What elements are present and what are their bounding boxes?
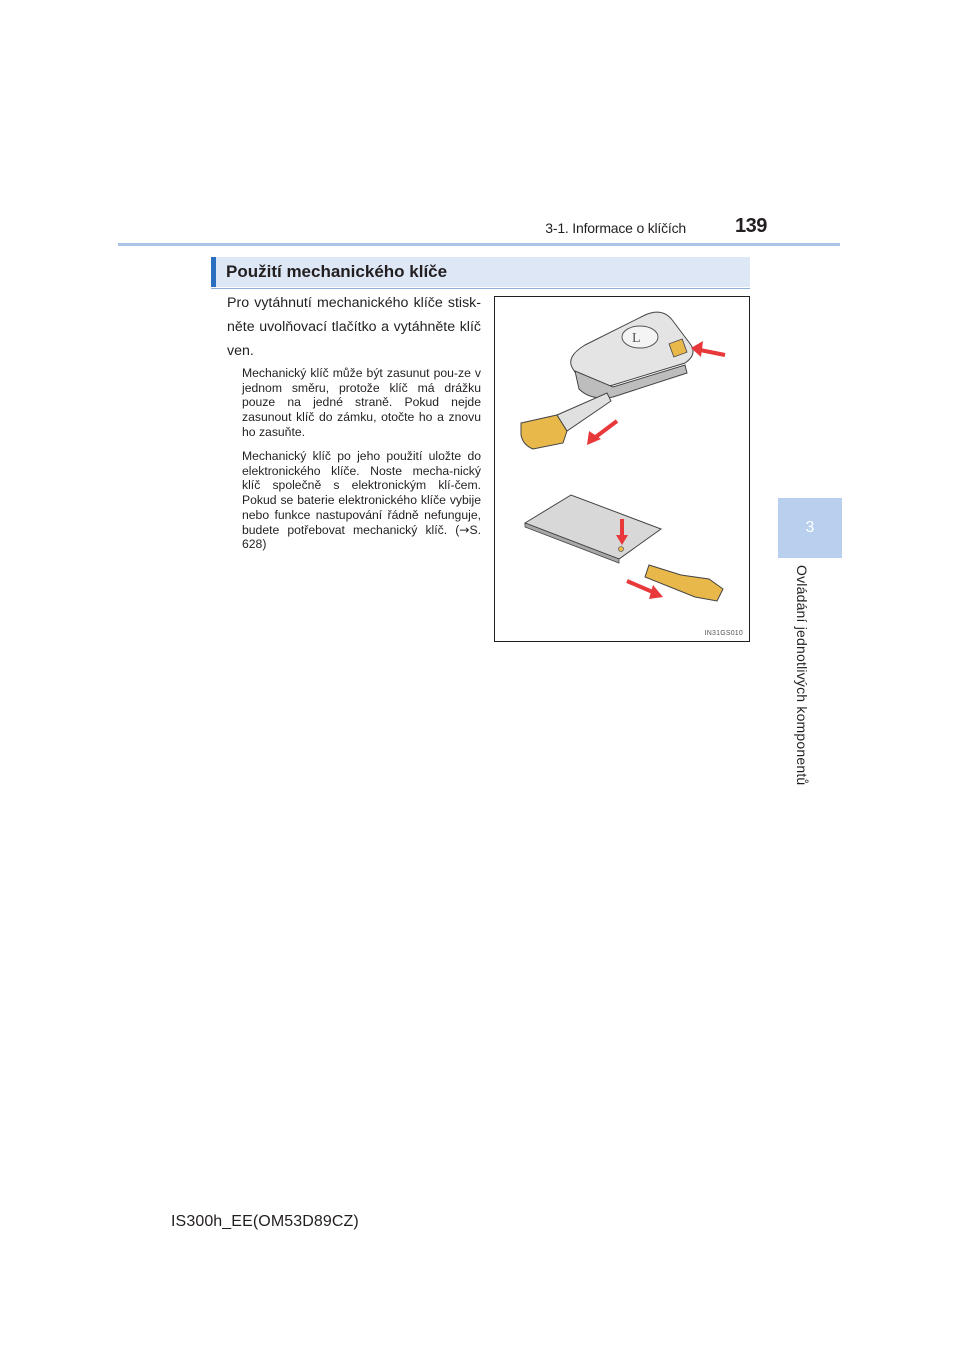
page-number: 139: [735, 215, 767, 237]
pull-out-arrow-icon: [587, 421, 617, 445]
card-key: [525, 495, 661, 563]
key-illustration: [494, 296, 750, 642]
figure-id: IN31GS010: [704, 630, 743, 637]
reference-arrow-icon: →: [459, 522, 470, 537]
mechanical-key: [521, 393, 611, 449]
note-storage-text: Mechanický klíč po jeho použití uložte do elektronického klíče. Noste mecha-nický klíč společně s elektronickým klí-čem. Pokud se baterie elektronického klíče vybije nebo funkce nastupování řádně nefunguje, budete potřebovat mechanický klíč. (: [242, 449, 481, 537]
section-heading-text: Použití mechanického klíče: [226, 262, 448, 281]
key-illustration-drawing: [495, 297, 749, 641]
section-divider: [211, 288, 750, 289]
svg-text:L: L: [632, 331, 641, 346]
chapter-title: 3-1. Informace o klíčích: [545, 220, 686, 236]
footer-model-code: IS300h_EE(OM53D89CZ): [171, 1213, 359, 1230]
release-button-arrow-icon: [691, 341, 725, 357]
slide-out-arrow-icon: [627, 581, 663, 599]
note-storage: [242, 449, 481, 552]
header-divider: [118, 243, 840, 246]
note-insertion: Mechanický klíč může být zasunut pou-ze v jednom směru, protože klíč má drážku pouze na jedné straně. Pokud nejde zasunout klíč do zámku, otočte ho a znovu ho zasuňte.: [242, 366, 481, 439]
chapter-tab: [778, 498, 842, 558]
page-reference: S. 628): [242, 522, 481, 552]
electronic-key-fob: [571, 312, 693, 398]
chapter-tab-number: 3: [805, 519, 815, 536]
section-heading: [211, 257, 750, 287]
instruction-paragraph: Pro vytáhnutí mechanického klíče stisk-něte uvolňovací tlačítko a vytáhněte klíč ven.: [227, 295, 481, 359]
chapter-side-label: Ovládání jednotlivých komponentů: [794, 565, 810, 786]
